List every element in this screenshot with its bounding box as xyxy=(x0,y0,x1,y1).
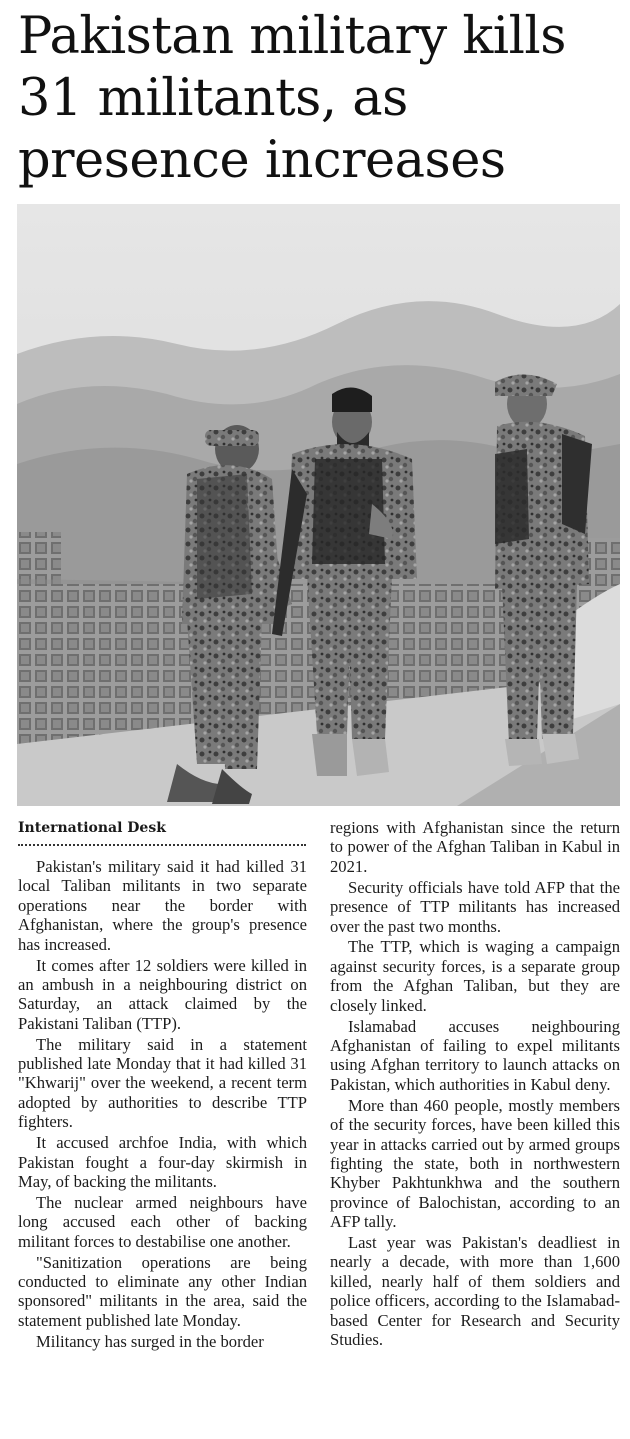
article-column-left xyxy=(18,857,307,1353)
paragraph: regions with Afghanistan since the return to power of the Afghan Taliban in Kabul in 2021. xyxy=(330,818,620,876)
headline: Pakistan military kills 31 militants, as presence increases xyxy=(18,7,566,190)
paragraph: The military said in a statement published late Monday that it had killed 31 "Khwarij" over the weekend, a recent term adopted by authorities to describe TTP fighters. xyxy=(18,1034,307,1132)
paragraph: Pakistan's military said it had killed 31 local Taliban militants in two separate operations near the border with Afghanistan, where the group's presence has increased. xyxy=(18,857,307,954)
article-column-right xyxy=(330,818,620,1351)
news-photo xyxy=(17,204,620,806)
paragraph: Security officials have told AFP that the presence of TTP militants has increased over the past two months. xyxy=(330,877,620,936)
paragraph: Last year was Pakistan's deadliest in nearly a decade, with more than 1,600 killed, nearly half of them soldiers and police officers, according to the Islamabad-based Center for Research and Security Studies. xyxy=(330,1233,620,1350)
paragraph: More than 460 people, mostly members of the security forces, have been killed this year in attacks carried out by armed groups fighting the state, both in northwestern Khyber Pakhtunkhwa and the southern province of Balochistan, according to an AFP tally. xyxy=(330,1095,620,1232)
paragraph: Islamabad accuses neighbouring Afghanistan of failing to expel militants using Afghan territory to launch attacks on Pakistan, which authorities in Kabul deny. xyxy=(330,1016,620,1094)
paragraph: It accused archfoe India, with which Pakistan fought a four-day skirmish in May, of backing the militants. xyxy=(18,1133,307,1191)
paragraph: The nuclear armed neighbours have long accused each other of backing militant forces to destabilise one another. xyxy=(18,1192,307,1251)
paragraph: The TTP, which is waging a campaign against security forces, is a separate group from the Afghan Taliban, but they are closely linked. xyxy=(330,937,620,1015)
paragraph: "Sanitization operations are being conducted to eliminate any other Indian sponsored" militants in the area, said the statement published late Monday. xyxy=(18,1252,307,1330)
byline: International Desk xyxy=(18,818,306,846)
paragraph: Militancy has surged in the border xyxy=(36,1331,264,1351)
paragraph: It comes after 12 soldiers were killed in an ambush in a neighbouring district on Saturday, an attack claimed by the Pakistani Taliban (TTP). xyxy=(18,955,307,1033)
